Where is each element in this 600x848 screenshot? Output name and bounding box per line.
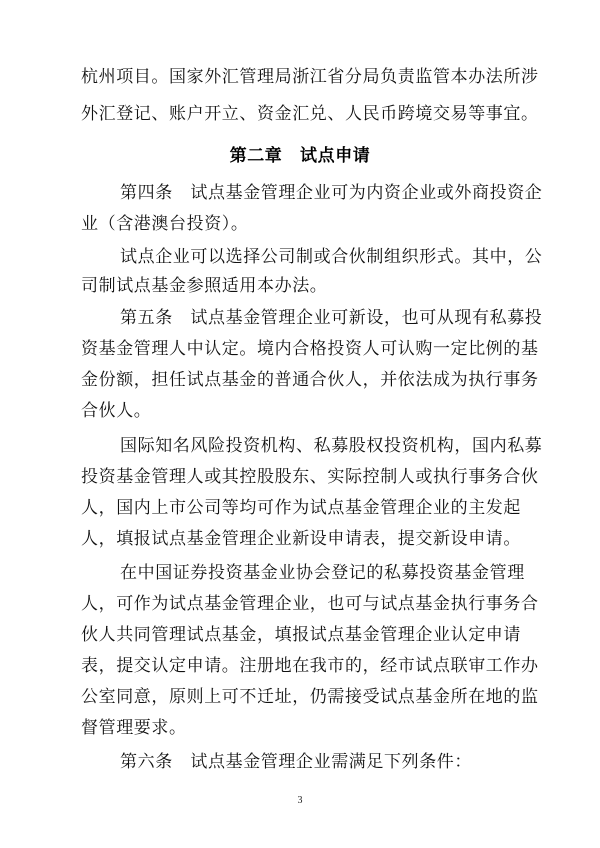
article-5-line-4: 合伙人。 — [81, 401, 152, 421]
registered-line-4: 表，提交认定申请。注册地在我市的，经市试点联审工作办 — [81, 656, 539, 676]
registered-line-6: 督管理要求。 — [81, 718, 187, 738]
registered-line-2: 人，可作为试点基金管理企业，也可与试点基金执行事务合 — [81, 594, 539, 614]
sponsors-line-2: 投资基金管理人或其控股股东、实际控制人或执行事务合伙 — [81, 467, 539, 487]
continuation-line-2: 外汇登记、账户开立、资金汇兑、人民币跨境交易等事宜。 — [81, 104, 539, 124]
chapter-heading: 第二章 试点申请 — [229, 146, 371, 166]
page-number: 3 — [297, 795, 303, 806]
article-6-line-1: 第六条 试点基金管理企业需满足下列条件： — [120, 752, 472, 772]
org-form-line-1: 试点企业可以选择公司制或合伙制组织形式。其中，公 — [120, 247, 543, 267]
continuation-line-1: 杭州项目。国家外汇管理局浙江省分局负责监管本办法所涉 — [81, 67, 539, 87]
org-form-line-2: 司制试点基金参照适用本办法。 — [81, 276, 328, 296]
sponsors-line-3: 人，国内上市公司等均可作为试点基金管理企业的主发起 — [81, 498, 521, 518]
article-5-line-1: 第五条 试点基金管理企业可新设，也可从现有私募投 — [120, 308, 543, 328]
sponsors-line-4: 人，填报试点基金管理企业新设申请表，提交新设申请。 — [81, 529, 521, 549]
registered-line-5: 公室同意，原则上可不迁址，仍需接受试点基金所在地的监 — [81, 687, 539, 707]
article-5-line-3: 金份额，担任试点基金的普通合伙人，并依法成为执行事务 — [81, 370, 539, 390]
registered-line-3: 伙人共同管理试点基金，填报试点基金管理企业认定申请 — [81, 625, 521, 645]
article-5-line-2: 资基金管理人中认定。境内合格投资人可认购一定比例的基 — [81, 339, 539, 359]
article-4-line-2: 业（含港澳台投资）。 — [81, 214, 249, 234]
registered-line-1: 在中国证券投资基金业协会登记的私募投资基金管理 — [120, 563, 525, 583]
article-4-line-1: 第四条 试点基金管理企业可为内资企业或外商投资企 — [120, 183, 543, 203]
sponsors-line-1: 国际知名风险投资机构、私募股权投资机构，国内私募 — [120, 436, 543, 456]
